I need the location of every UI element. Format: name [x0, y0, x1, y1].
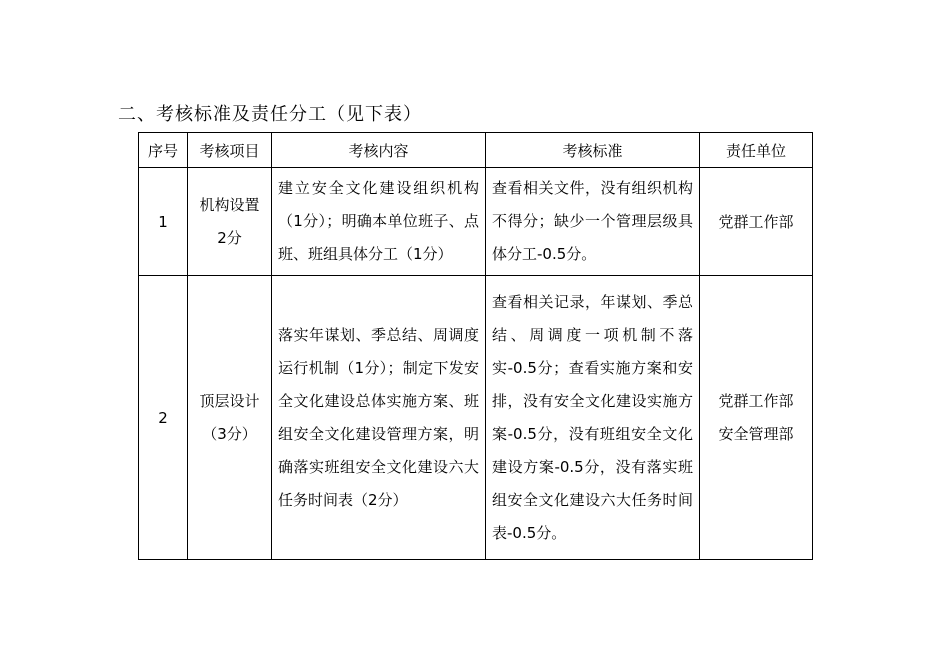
header-cell-no: 序号	[139, 133, 188, 168]
row-unit: 党群工作部	[700, 168, 813, 276]
row-content-cell	[272, 276, 486, 560]
row-standard: 查看相关记录，年谋划、季总结、周调度一项机制不落实-0.5分；查看实施方案和安排，没有安全文化建设实施方案-0.5分，没有班组安全文化建设方案-0.5分，没有落实班组安全文化建设六大任务时间表-0.5分。	[492, 292, 693, 542]
table-row	[139, 276, 813, 560]
header-cell-item: 考核项目	[188, 133, 272, 168]
row-content: 建立安全文化建设组织机构（1分）；明确本单位班子、点班、班组具体分工（1分）	[278, 179, 479, 263]
row-standard: 查看相关文件，没有组织机构不得分；缺少一个管理层级具体分工-0.5分。	[492, 179, 693, 263]
row-content: 落实年谋划、季总结、周调度运行机制（1分）；制定下发安全文化建设总体实施方案、班组安全文化建设管理方案，明确落实班组安全文化建设六大任务时间表（2分）	[278, 325, 479, 509]
row-content-cell	[272, 168, 486, 276]
table-header-row	[139, 133, 813, 168]
row-number: 2	[139, 276, 188, 560]
row-item: 机构设置 2分	[188, 168, 272, 276]
row-unit: 党群工作部 安全管理部	[700, 276, 813, 560]
section-heading: 二、考核标准及责任分工（见下表）	[118, 104, 422, 125]
header-cell-unit: 责任单位	[700, 133, 813, 168]
row-item: 顶层设计 （3分）	[188, 276, 272, 560]
row-number: 1	[139, 168, 188, 276]
row-standard-cell	[486, 168, 700, 276]
header-cell-content: 考核内容	[272, 133, 486, 168]
header-cell-standard: 考核标准	[486, 133, 700, 168]
row-standard-cell	[486, 276, 700, 560]
assessment-table	[138, 132, 813, 560]
table-row	[139, 168, 813, 276]
